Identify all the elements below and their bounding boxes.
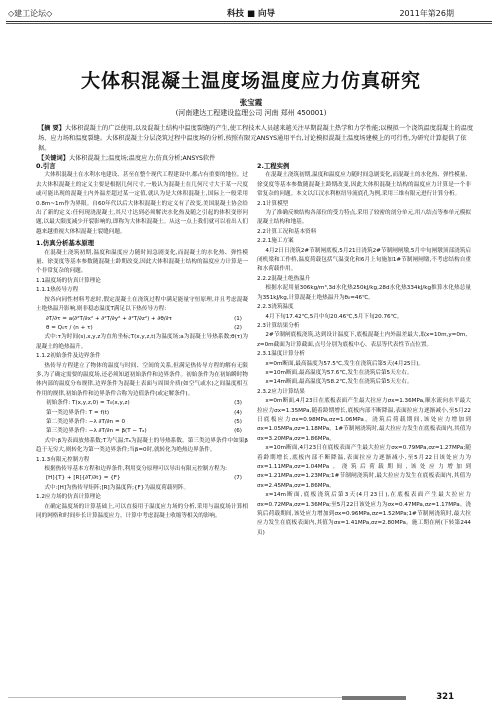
paragraph: 在混凝土浇筑初期,温度和温度应力随时间急剧变化,而混凝土的水化热、弹性模量、徐变度等基本参数随混凝土龄期改变,因此大体积混凝土结构的温度应力计算是一个非常复杂的问题。 <box>36 249 248 275</box>
subsection-heading: 2.1计算模型 <box>257 200 289 207</box>
equation-number: (1) <box>234 315 242 322</box>
paragraph: 在混凝土浇筑初期,温度和温度应力随时间急剧变化,而混凝土的水化热、弹性模量、徐变度等基本参数随混凝土龄期改变,因此大体积混凝土结构的温度应力计算是一个非常复杂的问题。本文以江汉水利枢纽导流底孔为例,采用三维有限元进行计算分析。 <box>257 172 471 198</box>
equation-body: ∂T/∂τ = a(∂²T/∂x² + ∂²T/∂y² + ∂²T/∂z²) + ∂θ/∂τ <box>46 315 172 322</box>
equation <box>36 399 248 408</box>
paragraph: 按各向同性材料考虑时,假定混凝土在浇筑过程中满足能量守恒原理,并且考虑混凝土绝热温升影响,则非稳态温度T满足以下热传导方程: <box>36 296 248 313</box>
header-rule <box>6 21 492 22</box>
author: 张宝霞 <box>239 98 263 107</box>
paragraph: x=14m断面,底板浇筑后第3天(4月23日),在底板表面产生最大拉应力σx=0.72MPa,σz=1.36MPa;至5月22日该处应力为σx=0.47MPa,σz=1.17MPa。浇筑后荷载期间,该处应力增加到σx=0.96MPa,σz=1.52MPa;1#节制闸浇筑时,最大拉应力发生在底板表面内,其值为σx=1.41MPa,σz=2.80MPa。施工期在闸(下转第244页) <box>257 492 471 536</box>
equation-body: 第三类边界条件: −λ ∂T/∂n = β(T − Tₐ) <box>46 428 147 435</box>
subsection-heading: 2.2.2混凝土绝热温升 <box>257 275 311 282</box>
equation-body: 第二类边界条件: −λ ∂T/∂n = 0 <box>46 418 126 425</box>
paragraph: 2#节制闸底板浇筑,达到设计温度下,底板混凝土内外温差最大,取x=10m,y=0m、z=0m截面为计算截面,点号分别为底板中心、表层等代表性节点位置。 <box>257 332 471 348</box>
abstract-block <box>38 124 478 164</box>
equation-body: 第一类边界条件: T = f(t) <box>46 409 110 416</box>
subsection-heading: 2.3计算结果分析 <box>257 322 300 329</box>
paragraph: 式中:[H]为热传导矩阵;[R]为温度阵;{F}为温度荷载列阵。 <box>44 484 190 491</box>
equation-number: (3) <box>234 400 242 407</box>
equation-number: (6) <box>234 428 242 435</box>
equation <box>36 474 248 483</box>
footer-bar <box>342 696 406 700</box>
paper-title: 大体积混凝土温度场温度应力仿真研究 <box>80 70 421 92</box>
affiliation: (河南建达工程建设监理公司 河南 郑州 450001) <box>175 109 327 117</box>
equation-number: (7) <box>234 475 242 482</box>
header-section: ◇建工论坛◇ <box>8 9 53 18</box>
subsection-heading: 2.2.1施工方案 <box>257 238 294 245</box>
subsection-heading: 2.2计算工况和基本资料 <box>257 228 317 235</box>
paragraph: x=10m断面,4月23日在底板表面产生最大拉应力σx=0.79MPa,σz=1.27MPa;随着龄期增长,底板内部不断降温,表面拉应力逐渐减小,至5月22日该处应力为σx=1.11MPa,σz=1.04MPa。浇筑后荷载期间,该处应力增加到σx=1.21MPa,σz=1.23MPa;1#节制闸浇筑时,最大拉应力发生在底板表面内,其值为σx=2.45MPa,σz=1.86MPa。 <box>257 445 471 489</box>
page-number: 321 <box>436 692 454 702</box>
paragraph: 大体积混凝土在水利水电建设、甚至在整个现代工程建设中,都占有重要的地位。过去大体积混凝土的定义主要是根据几何尺寸,一般认为混凝土在几何尺寸大于某一尺度或可能出现的混凝土内外温差超过某一定值,就认为是大体积混凝土,国际上一般采用0.8m~1m作为界限。自60年代以后大体积混凝土的定义有了改变,美国混凝土协会给出了新的定义:任何现浇混凝土,其尺寸达到必须解决水化热及随之引起的体积变形问题,以最大限度减少开裂影响的,即称为大体积混凝土。从这一点上我们就可以看出人们越来越重视大体积混凝土裂缝问题。 <box>36 172 248 235</box>
equation-number: (5) <box>234 418 242 425</box>
abstract-text: 大体积混凝土的广泛使用,以及混凝土结构中温度裂缝的产生,使工程技术人员越来越关注早期混凝土热学和力学性能;以模拟一个浇筑温度混凝土的温度场、应力场和温度裂缝。大体积混凝土分层浇筑过程中温度场的分析,按照有限元ANSYS通用平台,讨论模拟混凝土温度场建模上的可行性,为研究计算提供了依据。 <box>38 125 474 152</box>
subsection-heading: 2.2.3浇筑温度 <box>257 304 294 311</box>
keywords-label: 【关键词】 <box>38 155 69 162</box>
right-column <box>257 160 471 538</box>
paragraph: 式中:τ为时间(s),x,y,z为直角坐标;T(x,y,z,t)为温度场;a为混凝土导热系数;θ(τ)为混凝土的绝热温升。 <box>36 334 248 350</box>
footer-rule <box>8 697 398 698</box>
subsection-heading: 2.3.1温度计算分析 <box>257 351 305 358</box>
section-heading: 1.仿真分析基本原理 <box>36 239 94 248</box>
subsection-heading: 1.2应力场的仿真计算理论 <box>36 494 101 501</box>
subsection-heading: 1.1.1热传导方程 <box>36 287 79 294</box>
section-heading: 0.引言 <box>36 162 56 170</box>
abstract-label: 【摘 要】 <box>38 125 65 132</box>
equation <box>36 324 248 333</box>
paragraph: 式中:β为表面放热系数;T为气温;Tₐ为混凝土的导热系数。第三类边界条件中如果β趋于无穷大,则转化为第一类边界条件;当β=0时,就转化为绝热边界条件。 <box>36 437 248 454</box>
left-column <box>36 160 248 521</box>
equation <box>36 427 248 436</box>
equation-body: 初始条件: T(x,y,z,0) = T₀(x,y,z) <box>46 400 130 407</box>
paragraph: 为了准确反映结构各部位的受力特点,采用了较密的剖分单元,用八结点等参单元模拟混凝土结构和地基。 <box>257 210 471 226</box>
paragraph: 根据热传导基本方程和边界条件,利用变分原理可以导出有限元控制方程为: <box>44 466 228 472</box>
equation <box>36 409 248 418</box>
subsection-heading: 2.3.2应力计算结果 <box>257 388 305 395</box>
keywords-text: 大体积混凝土;温度场;温度应力;仿真分析;ANSYS软件 <box>68 155 216 162</box>
equation <box>36 418 248 427</box>
equation <box>36 315 248 324</box>
header-issue: 2011年第26期 <box>399 9 454 18</box>
section-heading: 2.工程实例 <box>257 162 290 170</box>
paragraph: x=0m断面,最高温度为57.5℃,发生在浇筑后第5天(4月25日)。 <box>265 360 424 367</box>
paragraph: 热传导方程建立了物体的温度与时间、空间的关系,但满足热传导方程的解有无限多,为了确定需要的温度场,还必须知道初始条件和边界条件。初始条件为在初始瞬时物体内部的温度分布规律,边界条件为混凝土表面与周围介质(如空气或水)之间温度相互作用的规律,初始条件和边界条件合称为边值条件(或定解条件)。 <box>36 362 248 397</box>
equation-body: θ = Q₀τ / (n + τ) <box>46 324 93 331</box>
subsection-heading: 1.1.2初始条件及边界条件 <box>36 353 101 360</box>
paragraph: x=10m断面,最高温度为57.6℃,发生在浇筑后第5天左右。 <box>265 369 413 376</box>
header-journal: 科技 ■ 向导 <box>227 9 275 19</box>
paragraph: 4月下旬17.42℃,5月中旬20.46℃,5月下旬20.76℃。 <box>265 313 403 320</box>
paragraph: x=0m断面,4月23日在底板表面产生最大拉应力σx=1.36MPa,顺水流向水平最大拉应力σx=1.35MPa,随着龄期增长,底板内部不断降温,表面拉应力逐渐减小,至5月22日底板应力σx=0.98MPa,σz=1.06MPa。浇筑后荷载期间,该处应力增加到σx=1.05MPa,σz=1.18MPa。1#节制闸浇筑时,最大拉应力发生在底板表面内,其值为σx=3.20MPa,σz=1.86MPa。 <box>257 398 471 442</box>
paragraph: x=14m断面,最高温度为58.2℃,发生在浇筑后第5天左右。 <box>265 379 413 386</box>
header-rule-thin <box>6 23 492 24</box>
paragraph: 根据水泥用量306kg/m³,3d水化热250kJ/kg,28d水化热334kJ/kg推算水化热总量为351kJ/kg,计算混凝土绝热温升为θ₀=46℃。 <box>257 285 471 301</box>
paragraph: 4月2日日浇筑2#节制闸底板,5月21日浇筑2#节制闸闸墩,5月中旬闸墩顶部浇筑启闭机梁和工作桥,温度荷载包括气温变化和6月上旬施加1#节制闸闸墩,不考虑结构自重和水荷载作用。 <box>257 247 471 273</box>
equation-body: [H]{T} + [R]{∂T/∂t} = {F} <box>46 475 121 482</box>
equation-number: (4) <box>234 409 242 416</box>
equation-number: (2) <box>234 324 242 331</box>
subsection-heading: 1.1.3有限元控制方程 <box>36 456 90 463</box>
subsection-heading: 1.1温度场的仿真计算理论 <box>36 277 101 284</box>
paragraph: 在确定温度场的计算基础上,可以直接用于温度应力场的分析,采用与温度场计算相同的网格和时间步长计算温度应力。计算中考虑混凝土收缩等相关的影响。 <box>36 503 248 520</box>
